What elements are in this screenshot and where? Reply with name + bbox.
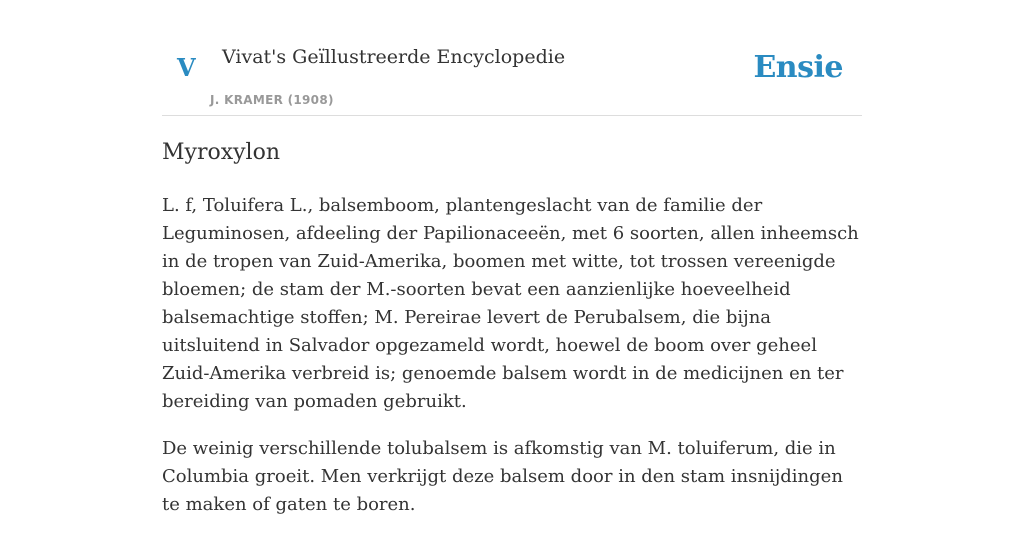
book-title-link[interactable]: Vivat's Geïllustreerde Encyclopedie bbox=[222, 46, 566, 68]
entry-body bbox=[162, 192, 862, 538]
index-letter-link[interactable]: V bbox=[177, 53, 196, 82]
ensie-logo-link[interactable]: Ensie bbox=[753, 50, 843, 85]
entry-paragraph: L. f, Toluifera L., balsemboom, plantengeslacht van de familie der Leguminosen, afdeeling der Papilionaceeën, met 6 soorten, allen inheemsch in de tropen van Zuid-Amerika, boomen met witte, tot trossen vereenigde bloemen; de stam der M.-soorten bevat een aanzienlijke hoeveelheid balsemachtige stoffen; M. Pereirae levert de Perubalsem, die bijna uitsluitend in Salvador opgezameld wordt, hoewel de boom over geheel Zuid-Amerika verbreid is; genoemde balsem wordt in de medicijnen en ter bereiding van pomaden gebruikt. bbox=[162, 195, 859, 412]
entry-title: Myroxylon bbox=[162, 140, 281, 165]
book-author: J. KRAMER (1908) bbox=[210, 93, 334, 107]
book-header bbox=[162, 0, 862, 116]
page bbox=[162, 0, 862, 515]
entry-paragraph: De weinig verschillende tolubalsem is afkomstig van M. toluiferum, die in Columbia groeit. Men verkrijgt deze balsem door in den stam insnijdingen te maken of gaten te boren. bbox=[162, 438, 843, 515]
